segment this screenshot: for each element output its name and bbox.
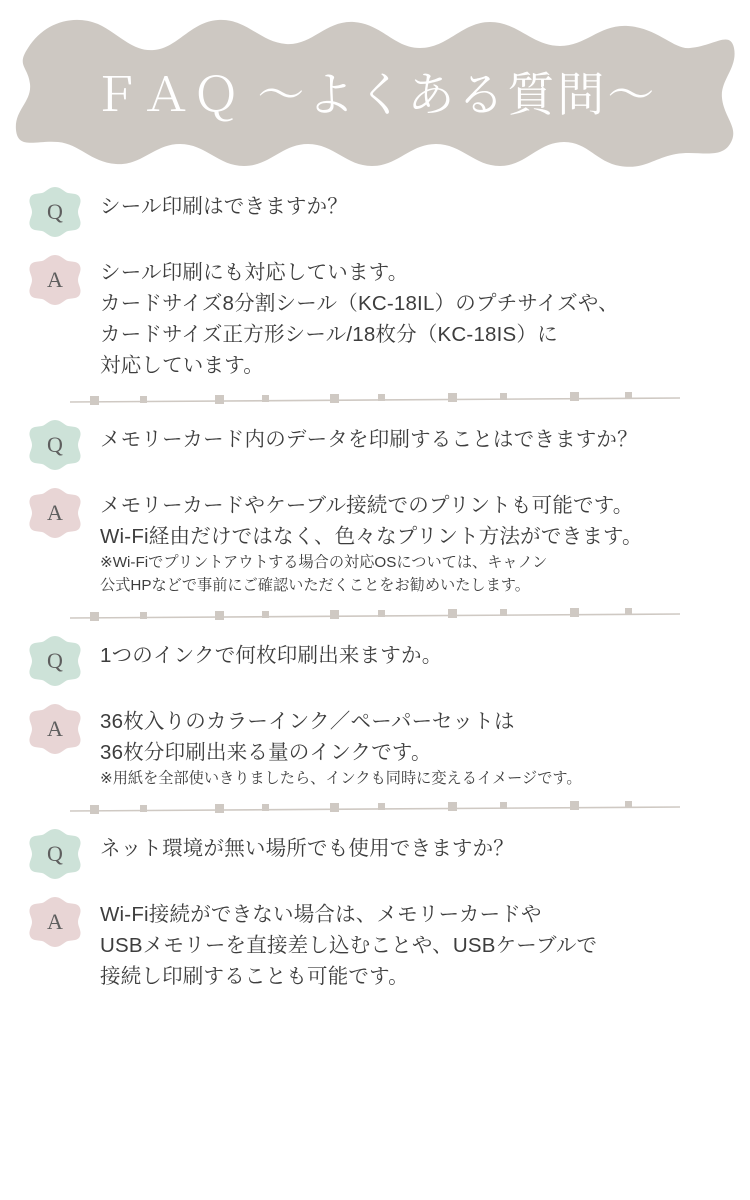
question-badge-letter: Q — [47, 647, 63, 673]
faq-item-2-question-text: メモリーカード内のデータを印刷することはできますか？ — [100, 427, 638, 451]
badge-wrap — [26, 418, 88, 474]
faq-item-1-answer-text: シール印刷にも対応しています。 カードサイズ8分割シール（KC-18IL）のプチサイズや、 カードサイズ正方形シール/18枚分（KC-18IS）に 対応しています。 — [100, 261, 619, 378]
badge-wrap — [26, 827, 88, 883]
answer-badge-letter: A — [47, 715, 63, 741]
faq-item-2-question — [0, 418, 750, 474]
badge-wrap — [26, 185, 88, 241]
answer-badge-letter: A — [47, 499, 63, 525]
question-badge-letter: Q — [47, 199, 63, 224]
answer-badge — [28, 486, 82, 540]
faq-section — [0, 185, 750, 992]
faq-item-4-answer — [0, 895, 750, 992]
answer-badge-letter: A — [47, 908, 63, 934]
question-badge — [28, 827, 82, 881]
badge-wrap — [26, 253, 88, 309]
question-badge — [28, 634, 82, 688]
faq-item-3-note-line-1: ※用紙を全部使いきりましたら、インクも同時に変えるイメージです。 — [100, 769, 582, 787]
answer-badge — [28, 702, 82, 756]
badge-wrap — [26, 634, 88, 690]
divider-2 — [0, 598, 750, 634]
faq-item-2-answer-text: メモリーカードやケーブル接続でのプリントも可能です。 Wi-Fi経由だけではなく、色々なプリント方法ができます。 ※Wi-Fiでプリントアウトする場合の対応OSについては、キャノン 公式HPなどで事前にご確認いただくことをお勧めいたします。 — [88, 486, 643, 598]
faq-item-3-answer-text: 36枚入りのカラーインク／ペーパーセットは 36枚分印刷出来る量のインクです。 ※用紙を全部使いきりましたら、インクも同時に変えるイメージです。 — [88, 702, 582, 791]
faq-item-3-question-text: 1つのインクで何枚印刷出来ますか。 — [100, 643, 443, 667]
faq-item-2-note-line-2: 公式HPなどで事前にご確認いただくことをお勧めいたします。 — [100, 576, 530, 594]
badge-wrap — [26, 895, 88, 951]
answer-badge — [28, 253, 82, 307]
badge-wrap — [26, 486, 88, 542]
question-badge — [28, 418, 82, 472]
page-title: ＦＡＱ ～よくある質問～ — [92, 70, 658, 122]
page-header — [0, 0, 750, 185]
faq-item-1-question-text: シール印刷はできますか？ — [100, 195, 348, 218]
answer-badge-letter: A — [47, 267, 63, 292]
faq-item-4-question-text: ネット環境が無い場所でも使用できますか？ — [100, 836, 514, 860]
answer-badge — [28, 895, 82, 949]
faq-item-1-answer — [0, 253, 750, 382]
faq-item-4-question — [0, 827, 750, 883]
faq-item-2-answer — [0, 486, 750, 598]
question-badge-letter: Q — [47, 431, 63, 457]
divider-1 — [0, 382, 750, 418]
divider-3 — [0, 791, 750, 827]
faq-item-3-question — [0, 634, 750, 690]
question-badge — [28, 185, 82, 239]
faq-item-4-answer-text: Wi-Fi接続ができない場合は、メモリーカードや USBメモリーを直接差し込むことや、USBケーブルで 接続し印刷することも可能です。 — [100, 902, 598, 988]
badge-wrap — [26, 702, 88, 758]
question-badge-letter: Q — [47, 840, 63, 866]
faq-item-3-answer — [0, 702, 750, 791]
faq-item-2-note-line-1: ※Wi-Fiでプリントアウトする場合の対応OSについては、キャノン — [100, 553, 548, 571]
faq-item-1-question — [0, 185, 750, 241]
